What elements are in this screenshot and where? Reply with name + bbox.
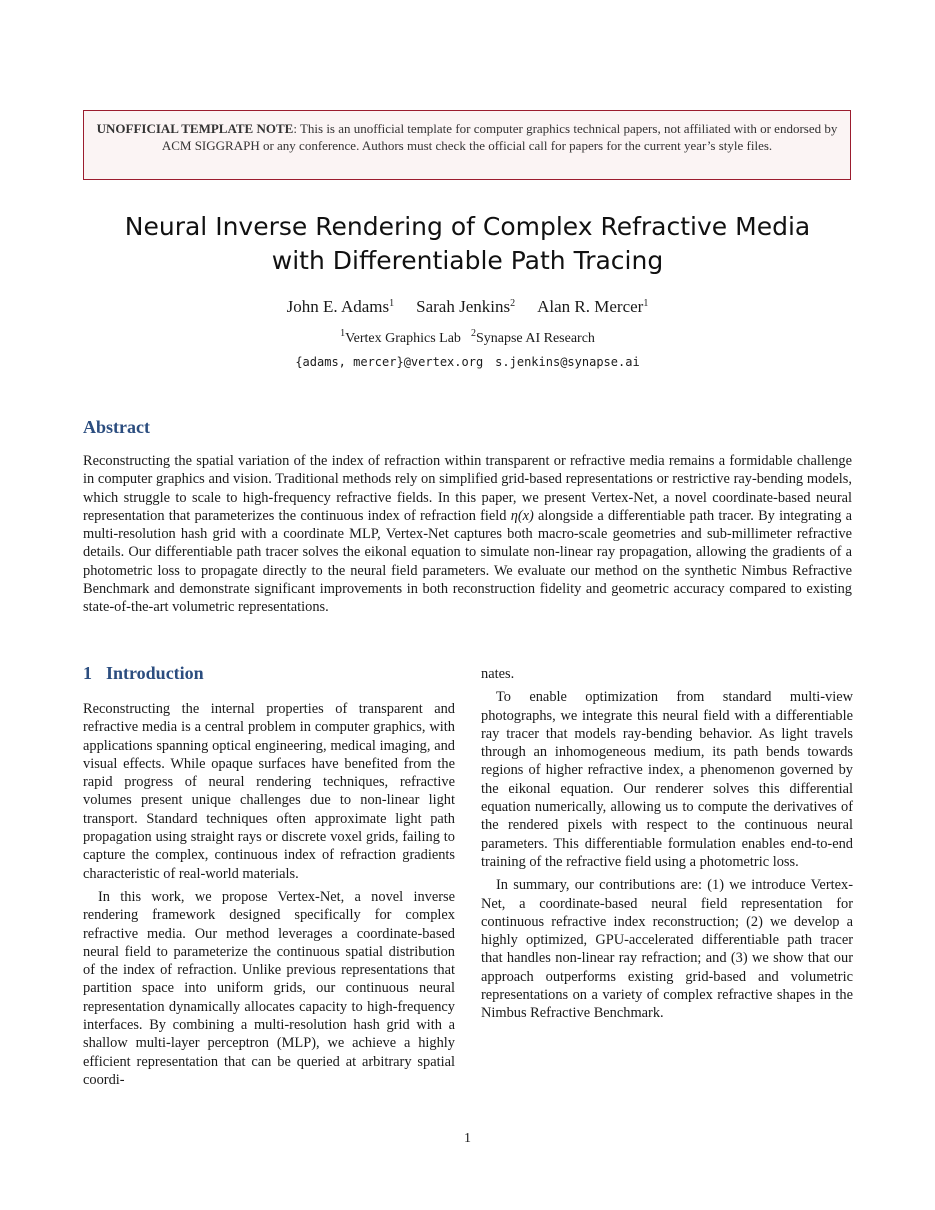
- abstract-body: [83, 452, 852, 617]
- paragraph: To enable optimization from standard multi-view photographs, we integrate this neural field with a differentiable ray tracer that models ray-bending behavior. As light travels through an inhomogeneous medium, its path bends towards regions of higher refractive index, a phenomenon governed by the eikonal equation. Our renderer solves this differential equation numerically, allowing us to compute the derivatives of the rendered pixels with respect to the continuous neural parameters. This differentiable formulation enables end-to-end training of the refractive field using a photometric loss.: [481, 689, 853, 870]
- paper-title: [60, 210, 875, 278]
- section-heading-introduction: [83, 662, 204, 684]
- column-left: [83, 700, 455, 1094]
- affiliation: [340, 328, 461, 346]
- author-name: Sarah Jenkins: [416, 297, 511, 316]
- column-right: [481, 665, 853, 1028]
- affiliation: [470, 328, 595, 346]
- page-number: 1: [464, 1131, 471, 1146]
- affiliation-name: Synapse AI Research: [475, 331, 595, 346]
- notice-label: UNOFFICIAL TEMPLATE NOTE: [96, 121, 294, 136]
- abstract-text: alongside a differentiable path tracer. By integrating a multi-resolution hash grid with a coordinate MLP, Vertex-Net captures both macro-scale geometries and sub-millimeter refractive details. Our differentiable path tracer solves the eikonal equation to simulate non-linear ray propagation, allowing the gradients of a photometric loss to propagate directly to the neural field parameters. We evaluate our method on the synthetic Nimbus Refractive Benchmark and demonstrate significant improvements in both reconstruction fidelity and geometric accuracy compared to existing state-of-the-art volumetric representations.: [83, 507, 852, 616]
- affiliation-mark: 1: [340, 328, 346, 339]
- title-line-1: Neural Inverse Rendering of Complex Refractive Media: [124, 212, 811, 241]
- author: [416, 297, 515, 316]
- author: [537, 297, 648, 316]
- paragraph: Reconstructing the internal properties of transparent and refractive media is a central problem in computer graphics, with applications spanning optical engineering, medical imaging, and visual effects. While opaque surfaces have benefited from the rapid progress of neural rendering techniques, refractive volumes present unique challenges due to non-linear light transport. Standard techniques often approximate light path propagation using straight rays or discrete voxel grids, failing to capture the complex, continuous index of refraction gradients characteristic of real-world materials.: [83, 701, 455, 882]
- abstract-text: Reconstructing the spatial variation of the index of refraction within transparent or refractive media remains a formidable challenge in computer graphics and vision. Traditional methods rely on simplified grid-based representations or restrictive ray-bending models, which struggle to scale to high-frequency refractive fields. In this paper, we present Vertex-Net, a novel coordinate-based neural representation that parameterizes the continuous index of refraction field: [83, 453, 852, 524]
- math-eta-x: η(x): [510, 507, 534, 524]
- template-notice-box: [83, 110, 851, 180]
- author-list: [0, 296, 935, 318]
- affiliation-name: Vertex Graphics Lab: [345, 331, 461, 346]
- author-affil-mark: 1: [643, 298, 649, 309]
- author-name: John E. Adams: [286, 297, 390, 316]
- affiliation-mark: 2: [470, 328, 476, 339]
- paragraph: In summary, our contributions are: (1) we introduce Vertex-Net, a coordinate-based neural field representation for continuous refractive index reconstruction; (2) we develop a highly optimized, GPU-accelerated differentiable path tracer that handles non-linear ray refraction; and (3) we show that our approach outperforms existing grid-based and volumetric representations on a variety of complex refractive shapes in the Nimbus Refractive Benchmark.: [481, 877, 853, 1022]
- notice-text: : This is an unofficial template for computer graphics technical papers, not affiliated with or endorsed by ACM SIGGRAPH or any conference. Authors must check the official call for papers for the current year’s style files.: [161, 121, 838, 153]
- author: [287, 297, 394, 316]
- section-number: 1: [83, 663, 92, 683]
- author-name: Alan R. Mercer: [537, 297, 644, 316]
- affiliation-list: [0, 330, 935, 348]
- title-line-2: with Differentiable Path Tracing: [271, 246, 664, 275]
- author-affil-mark: 1: [389, 298, 395, 309]
- abstract-heading: Abstract: [83, 417, 150, 437]
- email-list: [0, 354, 935, 370]
- email[interactable]: s.jenkins@synapse.ai: [495, 355, 640, 369]
- paragraph: In this work, we propose Vertex-Net, a novel inverse rendering framework designed specifically for complex refractive media. Our method leverages a coordinate-based neural field to parameterize the continuous spatial distribution of the index of refraction. Unlike previous representations that partition space into uniform grids, our continuous neural representation dynamically allocates capacity to high-frequency interfaces. By combining a multi-resolution hash grid with a shallow multi-layer perceptron (MLP), we achieve a highly efficient representation that can be queried at arbitrary spatial coordi-: [83, 888, 455, 1088]
- email[interactable]: {adams, mercer}@vertex.org: [295, 355, 484, 369]
- section-title: Introduction: [106, 663, 204, 683]
- author-affil-mark: 2: [510, 298, 516, 309]
- paragraph-continuation: nates.: [481, 666, 515, 682]
